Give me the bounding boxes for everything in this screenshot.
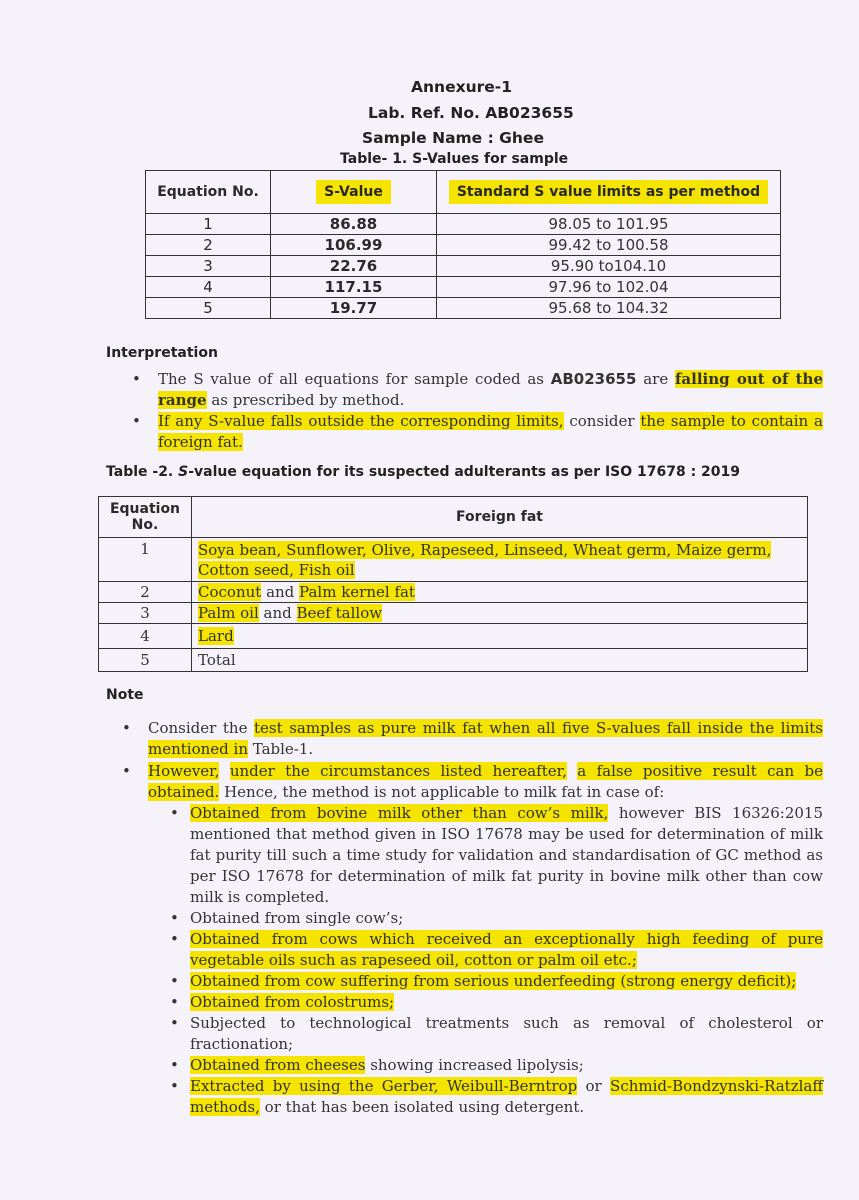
limits: 95.90 to104.10 xyxy=(437,256,781,277)
table-header-row xyxy=(146,171,781,214)
s-value: 86.88 xyxy=(271,214,437,235)
equation-no: 4 xyxy=(146,277,271,298)
equation-no: 1 xyxy=(99,538,192,582)
note-title: Note xyxy=(106,687,144,703)
equation-no: 1 xyxy=(146,214,271,235)
note-bullet-1: • Consider the test samples as pure milk fat when all five S-values fall inside the limits mentioned in Table-1. xyxy=(148,718,823,760)
table-row xyxy=(99,538,808,582)
note-subitem-3: • Obtained from cows which received an exceptionally high feeding of pure vegetable oils such as rapeseed oil, cotton or palm oil etc.; xyxy=(190,929,823,971)
note-subitem-2: • Obtained from single cow’s; xyxy=(190,908,823,929)
equation-no: 2 xyxy=(99,582,192,603)
limits: 99.42 to 100.58 xyxy=(437,235,781,256)
interpretation-title: Interpretation xyxy=(106,345,218,361)
note-subitem-7: • Obtained from cheeses showing increased lipolysis; xyxy=(190,1055,823,1076)
equation-no: 4 xyxy=(99,624,192,649)
note-subitem-6: • Subjected to technological treatments such as removal of cholesterol or fractionation; xyxy=(190,1013,823,1055)
table-row xyxy=(146,256,781,277)
note-subitem-5: • Obtained from colostrums; xyxy=(190,992,823,1013)
document-page: Annexure-1 Lab. Ref. No. AB023655 Sample Name : Ghee Table- 1. S-Values for sample Equation No. S-Value Standard S value limits as per method 1 86.88 98.05 to 101.95 2 106.99 99.42 to 100.58 3 22.76 95.90 to104.10 4 117.15 97.96 to 102.04 5 19.77 95.68 to 104.32 Interpretation • The S value of all equations for sample coded as AB023655 are falling out of the range as prescribed by method. • If any S-value falls outside the corresponding limits, consider the sample to contain a foreign fat. Table -2. S-value equation for its suspected adulterants as per ISO 17678 : 2019 Equation No. Foreign fat 1 Soya bean, Sunflower, Olive, Rapeseed, Linseed, Wheat germ, Maize germ, Cotton seed, Fish oil 2 Coconut and Palm kernel fat 3 Palm oil and Beef tallow 4 Lard 5 Total Note • Consider the test samples as pure milk fat when all five S-values fall inside the limits mentioned in Table-1. • However, under the circumstances listed hereafter, a false positive result can be obtained. Hence, the method is not applicable to milk fat in case of: • Obtained from bovine milk other than cow’s milk, however BIS 16326:2015 mentioned that method given in ISO 17678 may be used for determination of milk fat purity till such a time study for validation and standardisation of GC method as per ISO 17678 for determination of milk fat purity in bovine milk other than cow milk is completed. • Obtained from single cow’s; • Obtained from cows which received an exceptionally high feeding of pure vegetable oils such as rapeseed oil, cotton or palm oil etc.; • Obtained from cow suffering from serious underfeeding (strong energy deficit); • Obtained from colostrums; • Subjected to technological treatments such as removal of cholesterol or fractionation; • Obtained from cheeses showing increased lipolysis; • Extracted by using the Gerber, Weibull-Berntrop or Schmid-Bondzynski-Ratzlaff methods, or that has been isolated using detergent. xyxy=(0,0,859,1200)
note-subitem-1: • Obtained from bovine milk other than cow’s milk, however BIS 16326:2015 mentioned that method given in ISO 17678 may be used for determination of milk fat purity till such a time study for validation and standardisation of GC method as per ISO 17678 for determination of milk fat purity in bovine milk other than cow milk is completed. xyxy=(190,803,823,908)
foreign-fat: Lard xyxy=(192,624,808,649)
interpretation-bullet-2: • If any S-value falls outside the corresponding limits, consider the sample to contain a foreign fat. xyxy=(158,411,823,453)
table-row xyxy=(99,603,808,624)
table2-title: Table -2. S-value equation for its suspected adulterants as per ISO 17678 : 2019 xyxy=(106,464,741,480)
foreign-fat: Palm oil and Beef tallow xyxy=(192,603,808,624)
header-limits: Standard S value limits as per method xyxy=(437,171,781,214)
limits: 97.96 to 102.04 xyxy=(437,277,781,298)
header-equation-no: Equation No. xyxy=(99,497,192,538)
note-bullet-2: • However, under the circumstances listed hereafter, a false positive result can be obtained. Hence, the method is not applicable to milk fat in case of: xyxy=(148,761,823,803)
table-row xyxy=(146,298,781,319)
foreign-fat-table xyxy=(98,496,808,672)
equation-no: 2 xyxy=(146,235,271,256)
table-row xyxy=(99,649,808,672)
table-row xyxy=(146,277,781,298)
foreign-fat: Soya bean, Sunflower, Olive, Rapeseed, Linseed, Wheat germ, Maize germ, Cotton seed, Fish oil xyxy=(192,538,808,582)
header-equation-no: Equation No. xyxy=(146,171,271,214)
limits: 95.68 to 104.32 xyxy=(437,298,781,319)
foreign-fat: Total xyxy=(192,649,808,672)
note-subitem-4: • Obtained from cow suffering from serious underfeeding (strong energy deficit); xyxy=(190,971,823,992)
s-values-table xyxy=(145,170,781,319)
s-value: 22.76 xyxy=(271,256,437,277)
s-value: 19.77 xyxy=(271,298,437,319)
table-header-row xyxy=(99,497,808,538)
equation-no: 5 xyxy=(146,298,271,319)
interpretation-bullet-1: • The S value of all equations for sample coded as AB023655 are falling out of the range as prescribed by method. xyxy=(158,369,823,411)
note-subitem-8: • Extracted by using the Gerber, Weibull-Berntrop or Schmid-Bondzynski-Ratzlaff methods, or that has been isolated using detergent. xyxy=(190,1076,823,1118)
header-s-value: S-Value xyxy=(271,171,437,214)
equation-no: 5 xyxy=(99,649,192,672)
foreign-fat: Coconut and Palm kernel fat xyxy=(192,582,808,603)
equation-no: 3 xyxy=(146,256,271,277)
s-value: 106.99 xyxy=(271,235,437,256)
limits: 98.05 to 101.95 xyxy=(437,214,781,235)
s-value: 117.15 xyxy=(271,277,437,298)
header-foreign-fat: Foreign fat xyxy=(192,497,808,538)
table-row xyxy=(99,582,808,603)
equation-no: 3 xyxy=(99,603,192,624)
table-row xyxy=(99,624,808,649)
table-row xyxy=(146,235,781,256)
table-row xyxy=(146,214,781,235)
